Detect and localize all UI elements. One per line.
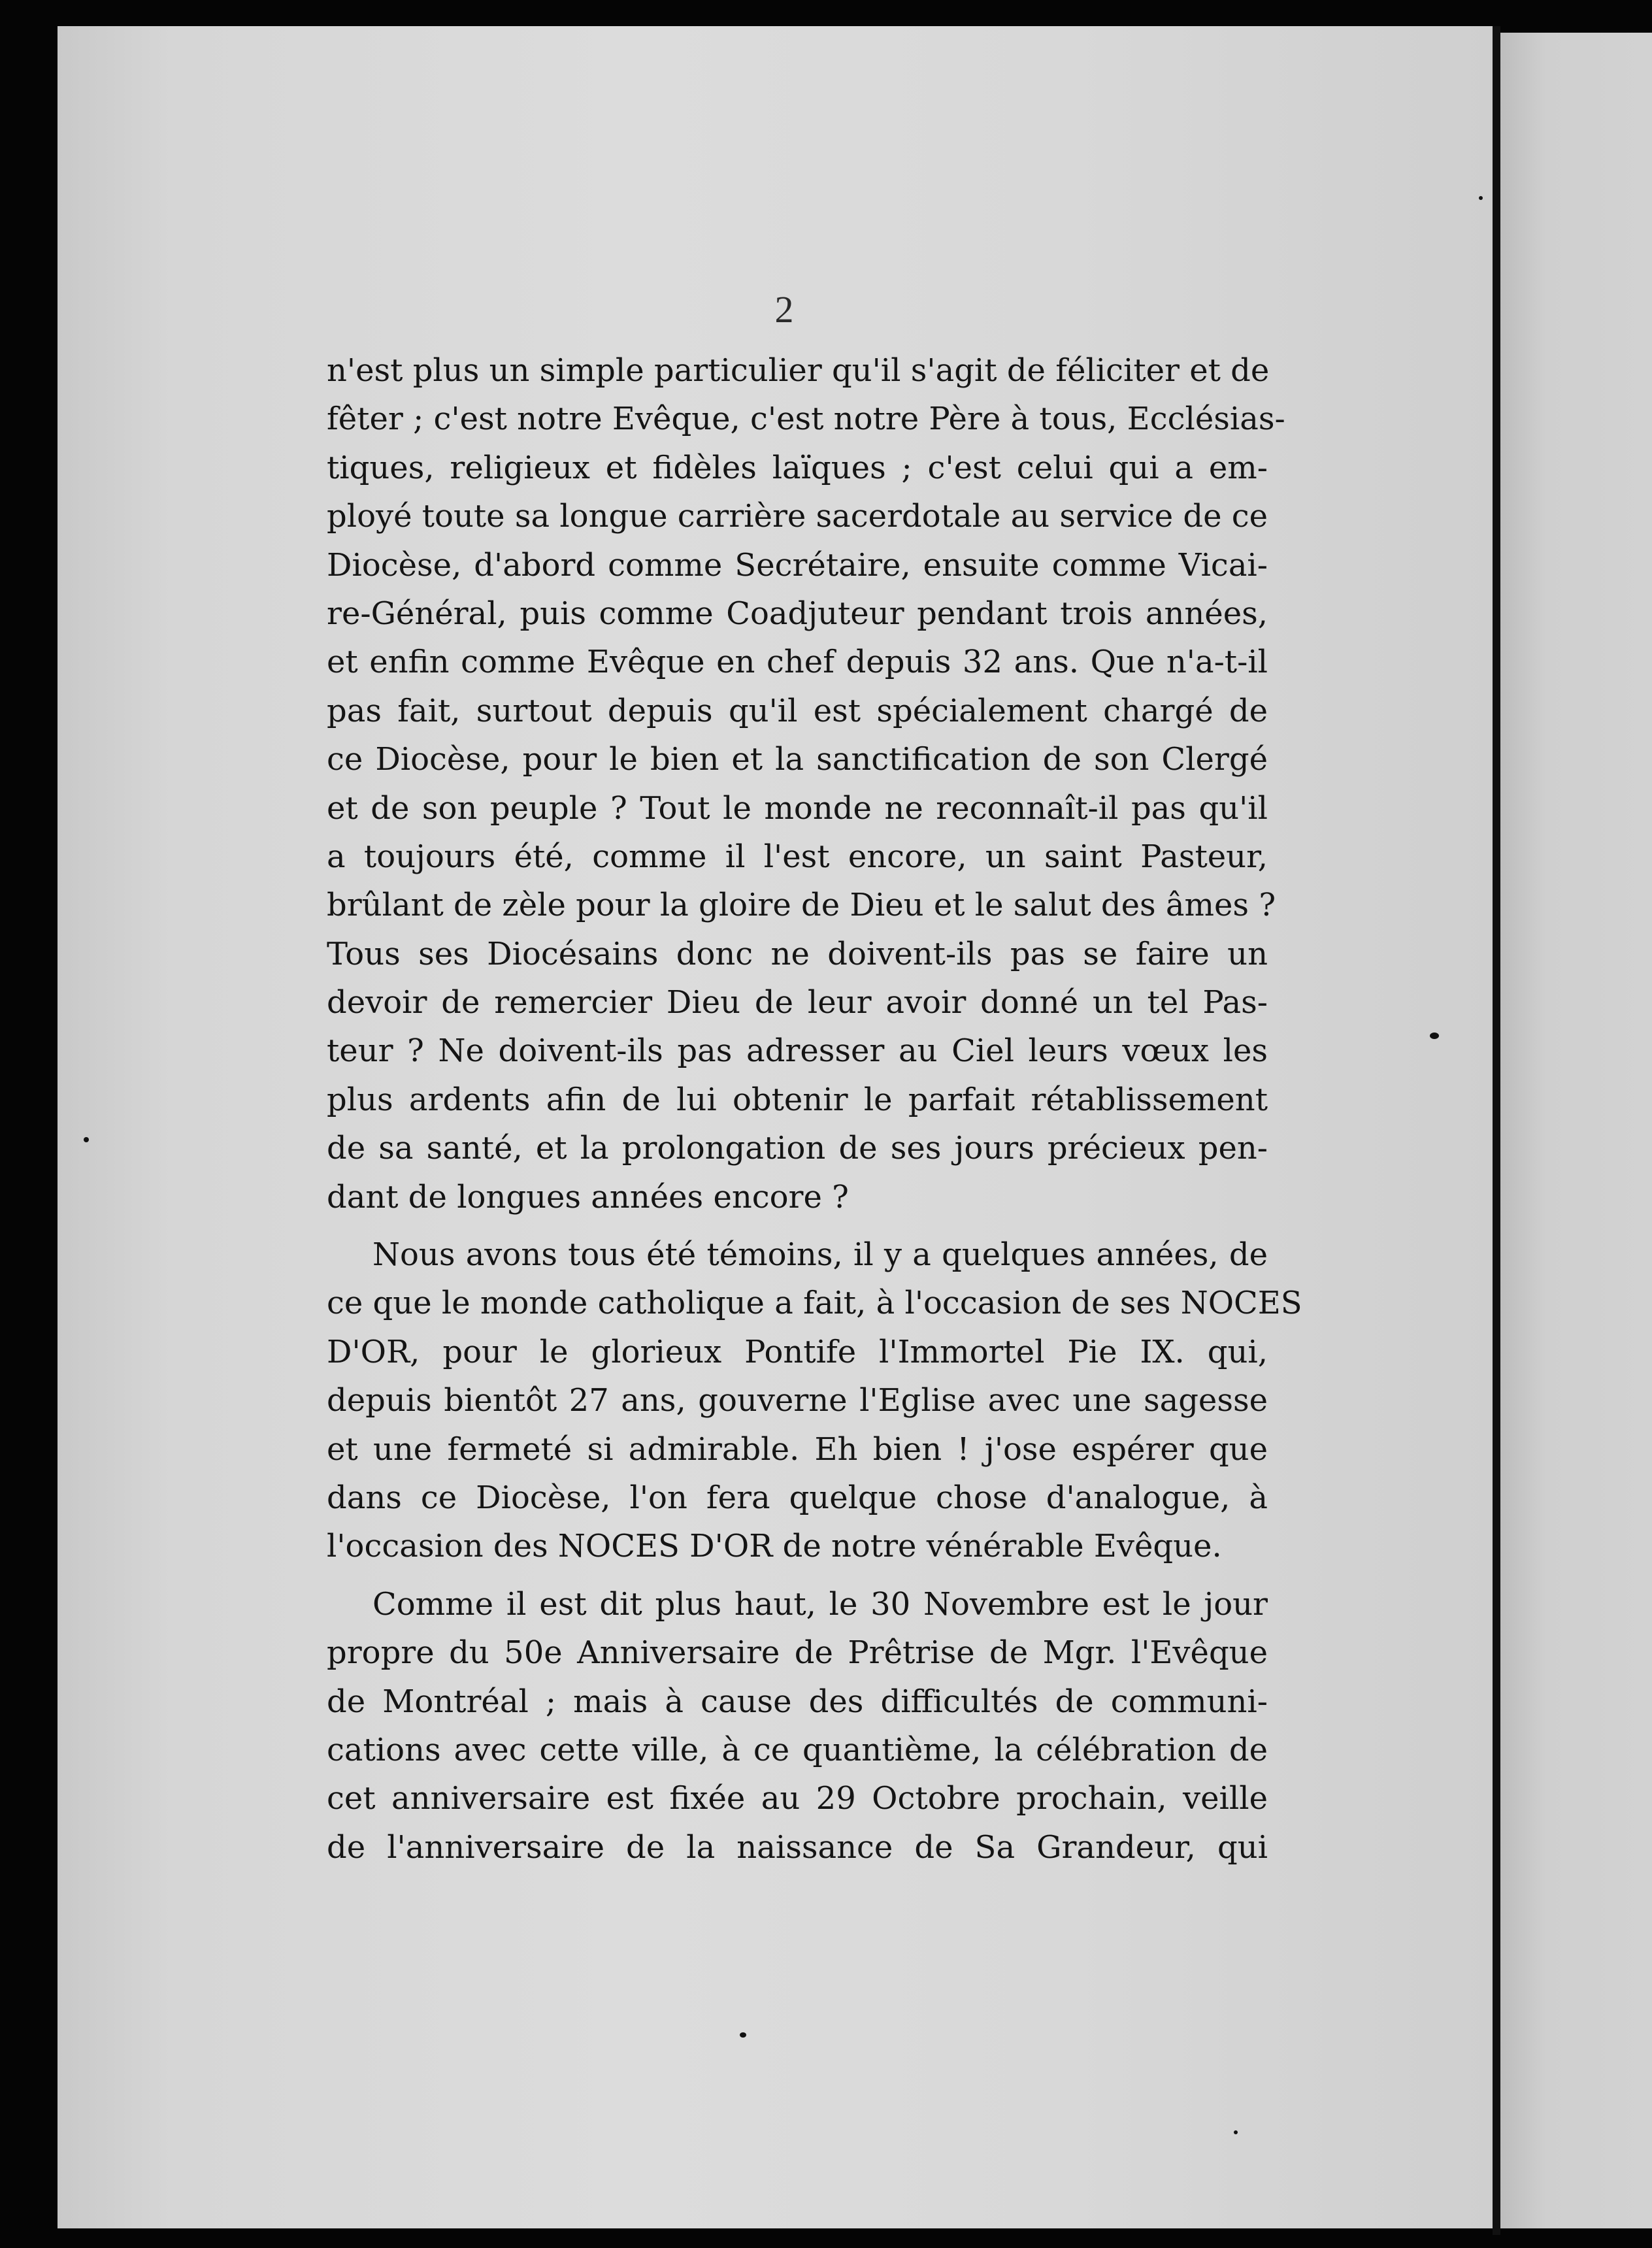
- text-line: re-Général, puis comme Coadjuteur pendant trois années,: [327, 595, 1268, 632]
- scan-speck: [740, 2032, 746, 2038]
- paragraph-gap: [327, 1571, 1268, 1580]
- scan-speck: [1479, 196, 1483, 200]
- text-line: Tous ses Diocésains donc ne doivent-ils pas se faire un: [327, 935, 1268, 972]
- facing-page-edge: [1500, 33, 1652, 2228]
- text-line: et enfin comme Evêque en chef depuis 32 ans. Que n'a-t-il: [327, 644, 1268, 681]
- text-line: D'OR, pour le glorieux Pontife l'Immortel Pie IX. qui,: [327, 1333, 1268, 1370]
- scan-speck: [1430, 1033, 1439, 1039]
- text-line: ployé toute sa longue carrière sacerdotale au service de ce: [327, 498, 1268, 535]
- paragraph-1: [327, 346, 1285, 1221]
- paragraph-3: [327, 1580, 1268, 1872]
- text-line: fêter ; c'est notre Evêque, c'est notre Père à tous, Ecclésias-: [327, 401, 1285, 438]
- text-line: depuis bientôt 27 ans, gouverne l'Eglise avec une sagesse: [327, 1382, 1268, 1419]
- text-line: ce Diocèse, pour le bien et la sanctification de son Clergé: [327, 741, 1268, 778]
- paragraph-gap: [327, 1221, 1268, 1231]
- text-line: ce que le monde catholique a fait, à l'occasion de ses NOCES: [327, 1285, 1302, 1322]
- text-line: tiques, religieux et fidèles laïques ; c'est celui qui a em-: [327, 449, 1268, 486]
- text-line: Comme il est dit plus haut, le 30 Novembre est le jour: [372, 1585, 1268, 1623]
- text-line: et de son peuple ? Tout le monde ne reconnaît-il pas qu'il: [327, 789, 1268, 827]
- text-line: de l'anniversaire de la naissance de Sa Grandeur, qui: [327, 1828, 1268, 1866]
- text-line: teur ? Ne doivent-ils pas adresser au Ciel leurs vœux les: [327, 1033, 1268, 1070]
- text-line: de sa santé, et la prolongation de ses jours précieux pen-: [327, 1130, 1268, 1167]
- scan-speck: [1234, 2130, 1238, 2134]
- text-line: l'occasion des NOCES D'OR de notre vénérable Evêque.: [327, 1528, 1222, 1565]
- text-line: pas fait, surtout depuis qu'il est spécialement chargé de: [327, 692, 1268, 729]
- text-line: a toujours été, comme il l'est encore, un saint Pasteur,: [327, 838, 1268, 875]
- text-line: et une fermeté si admirable. Eh bien ! j'ose espérer que: [327, 1430, 1268, 1468]
- page-gutter: [1493, 26, 1500, 2235]
- text-line: dant de longues années encore ?: [327, 1178, 849, 1215]
- body-text: [327, 346, 1302, 1872]
- page-number: 2: [774, 288, 794, 331]
- text-line: propre du 50e Anniversaire de Prêtrise de Mgr. l'Evêque: [327, 1634, 1268, 1672]
- text-line: brûlant de zèle pour la gloire de Dieu et le salut des âmes ?: [327, 887, 1276, 924]
- text-line: Nous avons tous été témoins, il y a quelques années, de: [372, 1236, 1268, 1274]
- text-line: n'est plus un simple particulier qu'il s'agit de féliciter et de: [327, 352, 1270, 389]
- scan-speck: [84, 1137, 89, 1142]
- text-line: devoir de remercier Dieu de leur avoir donné un tel Pas-: [327, 984, 1268, 1021]
- paragraph-2: [327, 1231, 1302, 1571]
- text-line: Diocèse, d'abord comme Secrétaire, ensuite comme Vicai-: [327, 546, 1268, 584]
- text-line: dans ce Diocèse, l'on fera quelque chose d'analogue, à: [327, 1479, 1268, 1516]
- text-line: cations avec cette ville, à ce quantième, la célébration de: [327, 1731, 1268, 1768]
- text-line: cet anniversaire est fixée au 29 Octobre prochain, veille: [327, 1780, 1268, 1817]
- text-line: plus ardents afin de lui obtenir le parfait rétablissement: [327, 1081, 1268, 1118]
- text-line: de Montréal ; mais à cause des difficultés de communi-: [327, 1683, 1268, 1720]
